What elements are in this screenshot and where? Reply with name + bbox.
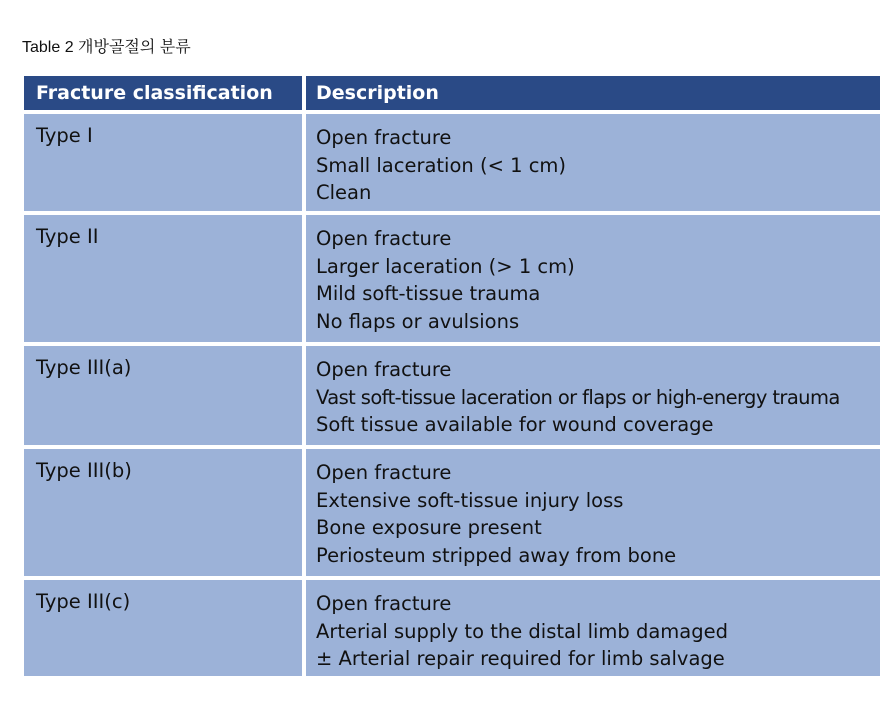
fracture-type-cell: Type II	[24, 215, 302, 342]
table-row	[24, 114, 880, 211]
description-cell	[306, 580, 880, 676]
header-description: Description	[306, 76, 880, 110]
fracture-classification-table	[24, 76, 880, 676]
fracture-type-cell: Type III(c)	[24, 580, 302, 676]
table-row	[24, 215, 880, 342]
description-line: Arterial supply to the distal limb damaged	[316, 619, 729, 643]
description-cell	[306, 346, 880, 445]
table-header-row	[24, 76, 880, 110]
fracture-type-cell: Type III(b)	[24, 449, 302, 576]
description-line: Open fracture	[316, 592, 452, 615]
description-line: Small laceration (< 1 cm)	[316, 153, 567, 177]
table-row	[24, 449, 880, 576]
description-line: ± Arterial repair required for limb salvage	[316, 647, 725, 670]
description-line: Open fracture	[316, 461, 452, 484]
description-line: Periosteum stripped away from bone	[316, 543, 677, 567]
header-fracture-classification: Fracture classification	[24, 76, 302, 110]
fracture-type-cell: Type I	[24, 114, 302, 211]
table-caption: Table 2 개방골절의 분류	[22, 39, 191, 56]
description-line: Extensive soft-tissue injury loss	[316, 488, 624, 512]
description-line: Open fracture	[316, 126, 452, 149]
description-line: Bone exposure present	[316, 516, 542, 539]
description-line: Larger laceration (> 1 cm)	[316, 254, 575, 278]
description-line: Open fracture	[316, 227, 452, 250]
description-cell	[306, 449, 880, 576]
fracture-type-cell: Type III(a)	[24, 346, 302, 445]
table-row	[24, 580, 880, 676]
description-line: Vast soft-tissue laceration or flaps or high-energy trauma	[316, 385, 840, 409]
description-line: Soft tissue available for wound coverage	[316, 413, 714, 436]
description-line: Mild soft-tissue trauma	[316, 282, 541, 305]
description-cell	[306, 215, 880, 342]
description-line: Open fracture	[316, 358, 452, 381]
table-row	[24, 346, 880, 445]
description-cell	[306, 114, 880, 211]
description-line: Clean	[316, 181, 372, 204]
description-line: No flaps or avulsions	[316, 309, 520, 333]
